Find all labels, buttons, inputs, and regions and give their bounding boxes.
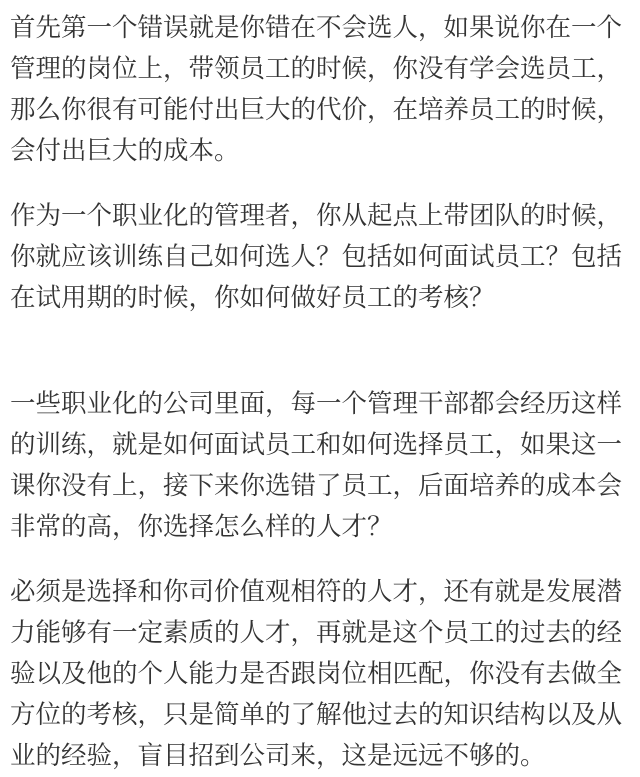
text-line: 一些职业化的公司里面，每一个管理干部都会经历这样 [10,389,623,419]
text-line: 那么你很有可能付出巨大的代价，在培养员工的时候， [10,95,623,125]
text-line: 首先第一个错误就是你错在不会选人，如果说你在一个 [10,13,623,43]
text-line: 必须是选择和你司价值观相符的人才，还有就是发展潜 [10,577,623,607]
text-line: 你就应该训练自己如何选人？包括如何面试员工？包括 [10,242,623,272]
text-line: 的训练，就是如何面试员工和如何选择员工，如果这一 [10,430,623,460]
paragraph-4 [10,572,622,777]
text-line: 会付出巨大的成本。 [10,136,240,166]
text-line: 力能够有一定素质的人才，再就是这个员工的过去的经 [10,618,623,648]
text-line: 在试用期的时候，你如何做好员工的考核？ [10,283,495,313]
text-line: 非常的高，你选择怎么样的人才？ [10,512,393,542]
text-line: 课你没有上，接下来你选错了员工，后面培养的成本会 [10,471,623,501]
paragraph-2 [10,196,622,319]
text-line: 验以及他的个人能力是否跟岗位相匹配，你没有去做全 [10,659,623,689]
text-line: 作为一个职业化的管理者，你从起点上带团队的时候， [10,201,623,231]
text-line: 业的经验，盲目招到公司来，这是远远不够的。 [10,741,546,771]
paragraph-3 [10,384,622,548]
text-line: 方位的考核，只是简单的了解他过去的知识结构以及从 [10,700,623,730]
text-line: 管理的岗位上，带领员工的时候，你没有学会选员工， [10,54,623,84]
paragraph-1 [10,8,622,172]
